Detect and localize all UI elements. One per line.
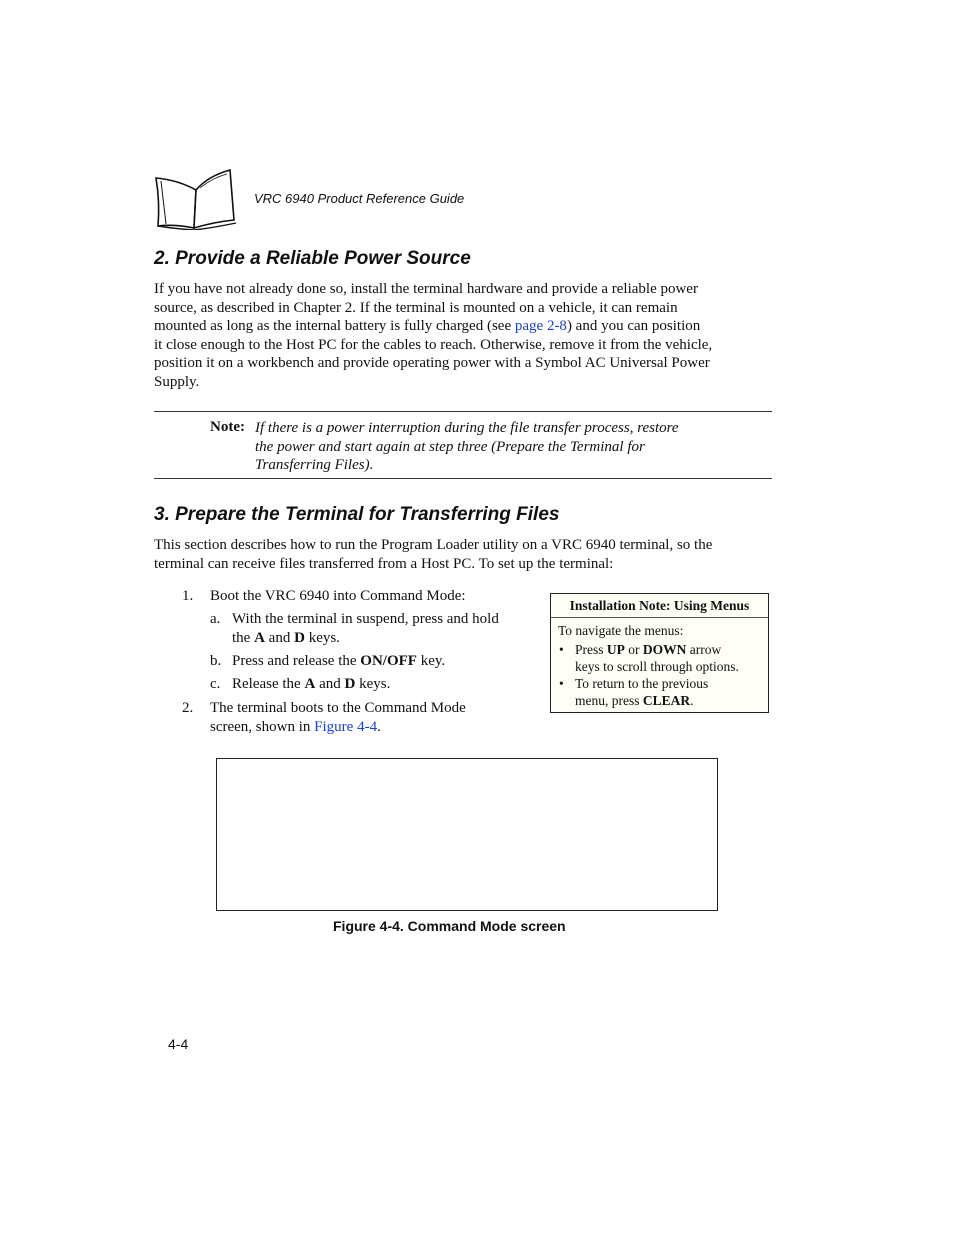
step-2-number: 2. <box>182 700 194 716</box>
note-label: Note: <box>210 419 245 435</box>
step-a-letter: a. <box>210 611 221 627</box>
section-2-heading: 2. Provide a Reliable Power Source <box>154 248 471 269</box>
step-2-text: The terminal boots to the Command Mode screen, shown in Figure 4-4. <box>210 700 466 735</box>
installation-note-item: • Press UP or DOWN arrow keys to scroll through options. <box>559 642 739 674</box>
page-number: 4-4 <box>168 1036 189 1052</box>
step-c-text: Release the A and D keys. <box>232 676 391 692</box>
open-book-icon <box>152 166 244 230</box>
section-3-heading: 3. Prepare the Terminal for Transferring Files <box>154 504 560 525</box>
installation-note-box <box>550 593 769 713</box>
installation-note-item: • To return to the previous menu, press CLEAR. <box>559 676 709 708</box>
step-1-text: Boot the VRC 6940 into Command Mode: <box>210 588 466 604</box>
section-2-body: If you have not already done so, install the terminal hardware and provide a reliable power source, as described in Chapter 2. If the terminal is mounted on a vehicle, it can remain mounted as long as the internal battery is fully charged (see page 2-8) and you can position it close enough to the Host PC for the cables to reach. Otherwise, remove it from the vehicle, position it on a workbench and provide operating power with a Symbol AC Universal Power Supply. <box>154 281 713 390</box>
step-c-letter: c. <box>210 676 221 692</box>
step-1-number: 1. <box>182 588 194 604</box>
running-title: VRC 6940 Product Reference Guide <box>254 191 465 206</box>
page-2-8-link[interactable]: page 2-8 <box>514 318 567 335</box>
installation-note-intro: To navigate the menus: <box>558 623 684 638</box>
note-bottom-rule <box>154 478 772 479</box>
note-top-rule <box>154 411 772 412</box>
command-mode-screen-figure <box>216 758 718 911</box>
installation-note-title: Installation Note: Using Menus <box>551 594 768 618</box>
figure-caption: Figure 4-4. Command Mode screen <box>333 918 566 934</box>
step-b-letter: b. <box>210 653 222 669</box>
note-text: If there is a power interruption during the file transfer process, restore the power and start again at step three (Prepare the Terminal for Transferring Files). <box>255 420 679 474</box>
step-b-text: Press and release the ON/OFF key. <box>232 653 446 669</box>
section-3-body: This section describes how to run the Program Loader utility on a VRC 6940 terminal, so the terminal can receive files transferred from a Host PC. To set up the terminal: <box>154 537 713 572</box>
step-a-text: With the terminal in suspend, press and hold the A and D keys. <box>232 611 499 646</box>
figure-4-4-link[interactable]: Figure 4-4 <box>314 718 378 735</box>
